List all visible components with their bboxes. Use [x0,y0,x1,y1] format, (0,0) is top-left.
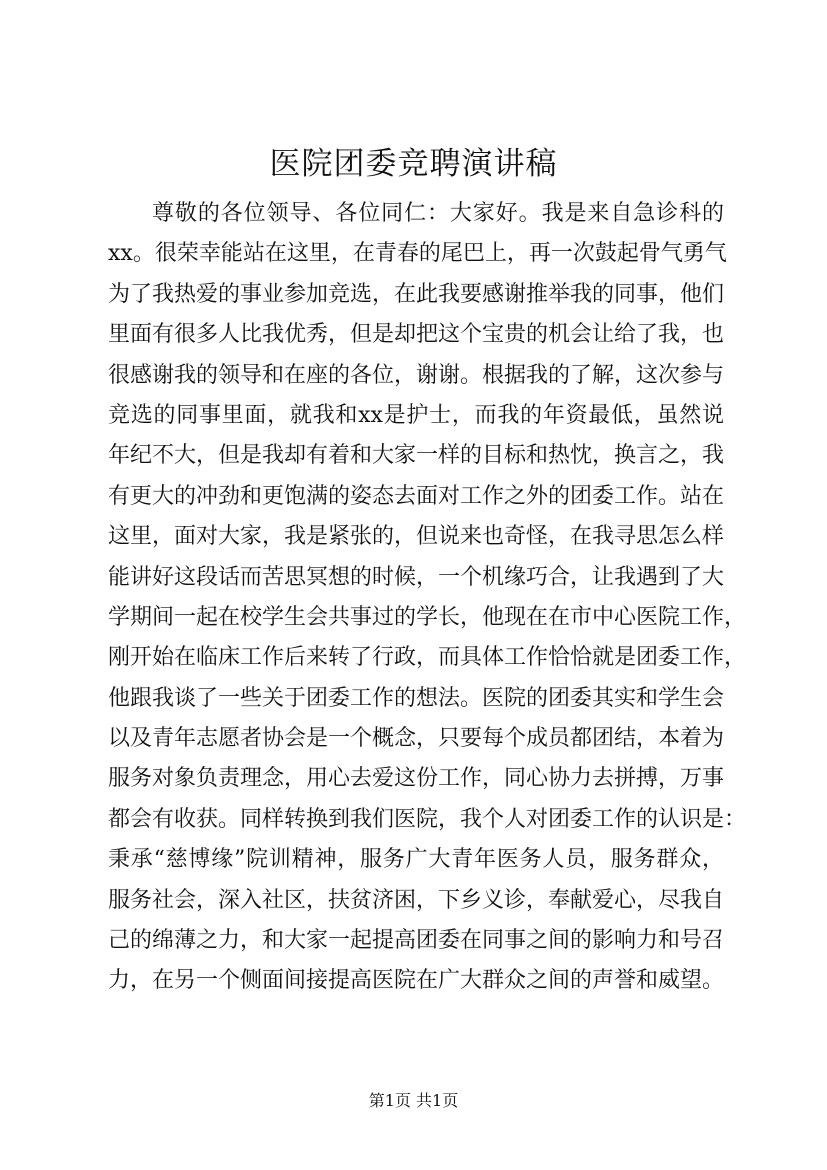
body-line: 很感谢我的领导和在座的各位，谢谢。根据我的了解，这次参与 [108,362,725,388]
body-line: 刚开始在临床工作后来转了行政，而具体工作恰恰就是团委工作， [108,645,747,671]
document-body [108,194,747,1002]
body-line: 有更大的冲劲和更饱满的姿态去面对工作之外的团委工作。站在 [108,483,725,509]
body-line: 秉承“慈博缘”院训精神，服务广大青年医务人员，服务群众， [108,847,724,873]
body-line: 服务对象负责理念，用心去爱这份工作，同心协力去拼搏，万事 [108,766,725,792]
body-line: 能讲好这段话而苦思冥想的时候，一个机缘巧合，让我遇到了大 [108,564,725,590]
body-line: 都会有收获。同样转换到我们医院，我个人对团委工作的认识是： [108,806,747,832]
body-line: 尊敬的各位领导、各位同仁：大家好。我是来自急诊科的 [152,201,724,226]
body-line: 学期间一起在校学生会共事过的学长，他现在在市中心医院工作， [108,604,747,630]
body-line: xx。很荣幸能站在这里，在青春的尾巴上，再一次鼓起骨气勇气 [108,241,727,267]
body-line: 己的绵薄之力，和大家一起提高团委在同事之间的影响力和号召 [108,928,725,954]
document-title: 医院团委竞聘演讲稿 [269,146,558,182]
body-line: 里面有很多人比我优秀，但是却把这个宝贵的机会让给了我，也 [108,322,725,348]
body-line: 力，在另一个侧面间接提高医院在广大群众之间的声誉和威望。 [108,968,725,994]
body-line: 他跟我谈了一些关于团委工作的想法。医院的团委其实和学生会 [108,685,725,711]
body-line: 以及青年志愿者协会是一个概念，只要每个成员都团结，本着为 [108,726,725,752]
body-line: 年纪不大，但是我却有着和大家一样的目标和热忱，换言之，我 [108,443,725,469]
body-line: 为了我热爱的事业参加竞选，在此我要感谢推举我的同事，他们 [108,281,725,307]
body-line: 服务社会，深入社区，扶贫济困，下乡义诊，奉献爱心，尽我自 [108,887,725,913]
body-line: 竞选的同事里面，就我和xx是护士，而我的年资最低，虽然说 [108,402,724,428]
page-footer: 第1页 共1页 [368,1091,459,1110]
body-line: 这里，面对大家，我是紧张的，但说来也奇怪，在我寻思怎么样 [108,524,725,550]
